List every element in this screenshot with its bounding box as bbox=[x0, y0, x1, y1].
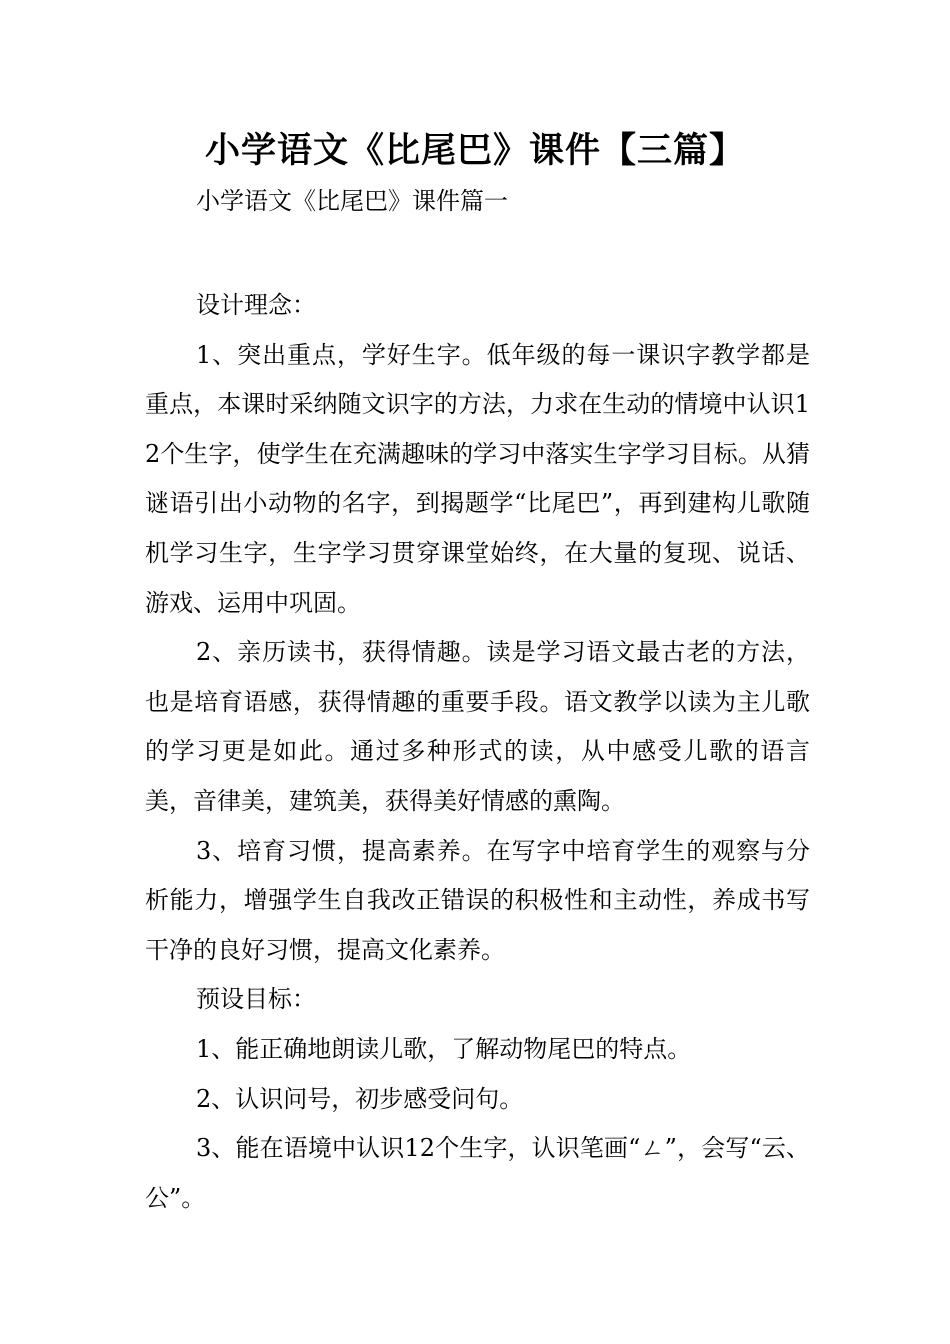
heading-design-concept: 设计理念： bbox=[196, 291, 316, 319]
paragraph-concept-2: 2、亲历读书，获得情趣。读是学习语文最古老的方法，也是培育语感，获得情趣的重要手段。语文教学以读为主儿歌的学习更是如此。通过多种形式的读，从中感受儿歌的语言美，音律美，建筑美，获得美好情感的熏陶。 bbox=[145, 638, 810, 815]
document-title: 小学语文《比尾巴》课件【三篇】 bbox=[204, 131, 745, 171]
paragraph-goal-2: 2、认识问号，初步感受问句。 bbox=[196, 1084, 524, 1113]
paragraph-goal-1: 1、能正确地朗读儿歌，了解动物尾巴的特点。 bbox=[196, 1034, 692, 1063]
heading-preset-goals: 预设目标： bbox=[196, 985, 316, 1014]
paragraph-goal-3: 3、能在语境中认识12个生字，认识笔画“ㄥ”，会写“云、公”。 bbox=[145, 1134, 810, 1212]
document-body bbox=[145, 281, 810, 1223]
paragraph-concept-1: 1、突出重点，学好生字。低年级的每一课识字教学都是重点，本课时采纳随文识字的方法，力求在生动的情境中认识12个生字，使学生在充满趣味的学习中落实生字学习目标。从猜谜语引出小动物的名字，到揭题学“比尾巴”，再到建构儿歌随机学习生字，生字学习贯穿课堂始终，在大量的复现、说话、游戏、运用中巩固。 bbox=[145, 340, 810, 617]
section-subtitle: 小学语文《比尾巴》课件篇一 bbox=[196, 187, 508, 215]
paragraph-concept-3: 3、培育习惯，提高素养。在写字中培育学生的观察与分析能力，增强学生自我改正错误的积极性和主动性，养成书写干净的良好习惯，提高文化素养。 bbox=[145, 836, 810, 964]
